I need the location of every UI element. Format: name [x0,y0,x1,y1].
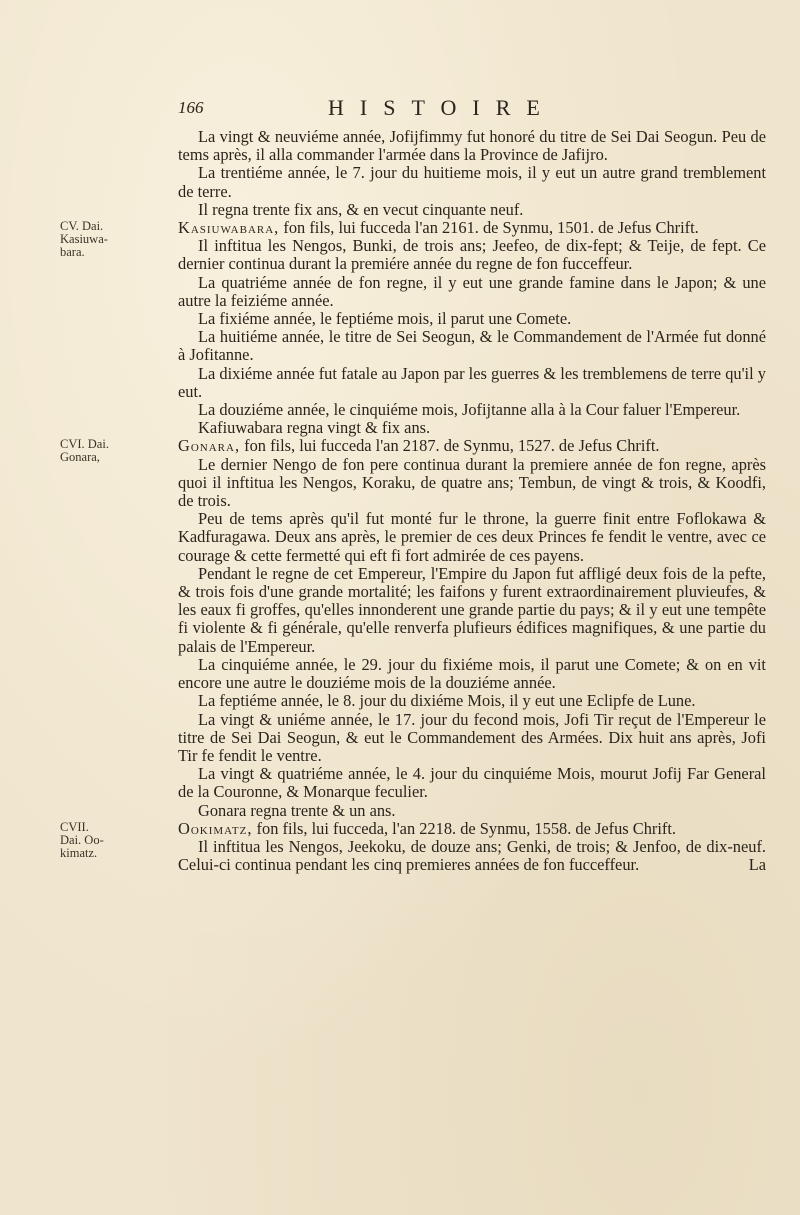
paragraph: La vingt & neuviéme année, Jofijfimmy fut honoré du titre de Sei Dai Seogun. Peu de tems après, il alla commander l'armée dans la Province de Jafijro. [178,127,766,165]
catchword: La [748,855,766,875]
page-number: 166 [178,98,204,117]
paragraph: La fixiéme année, le feptiéme mois, il parut une Comete. [198,309,572,329]
page-header [178,95,778,122]
margin-note-line: kimatz. [60,846,98,860]
running-title: HISTOIRE [328,95,556,120]
reign-text: fon fils, lui fucceda, l'an 2218. de Synmu, 1558. de Jefus Chrift. [252,818,677,838]
paragraph: Le dernier Nengo de fon pere continua durant la premiere année de fon regne, après quoi il inftitua les Nengos, Koraku, de quatre ans; Tembun, de vingt & trois, & Koodfi, de trois. [178,454,766,511]
paragraph: Pendant le regne de cet Empereur, l'Empire du Japon fut affligé deux fois de la pefte, & trois fois d'une grande mortalité; les faifons y furent extraordinairement pluvieufes, & les eaux fi groffes, qu'elles innonderent une grande partie du pays; & il y eut une tempête fi violente & fi générale, qu'elle renverfa plufieurs édifices magnifiques, & une partie du palais de l'Empereur. [178,563,766,656]
paragraph: La cinquiéme année, le 29. jour du fixiéme mois, il parut une Comete; & on en vit encore une autre le douziéme mois de la douziéme année. [178,654,766,693]
main-text [178,128,766,874]
reign-paragraph [178,820,766,838]
reign-paragraph [178,219,766,237]
paragraph: La vingt & quatriéme année, le 4. jour du cinquiéme Mois, mourut Jofij Far General de la Couronne, & Monarque feculier. [178,764,766,802]
margin-note-line: CV. Dai. [60,219,104,233]
paragraph: La trentiéme année, le 7. jour du huitieme mois, il y eut un autre grand tremblement de terre. [178,163,766,201]
paragraph [178,838,766,874]
paragraph: Il inftitua les Nengos, Bunki, de trois ans; Jeefeo, de dix-fept; & Teije, de fept. Ce dernier continua durant la premiére année du regne de fon fucceffeur. [178,236,766,274]
margin-note-line: CVI. Dai. [60,437,109,451]
paragraph: La dixiéme année fut fatale au Japon par les guerres & les tremblemens de terre qu'il y eut. [178,363,766,401]
paragraph: La quatriéme année de fon regne, il y eut une grande famine dans le Japon; & une autre la feiziéme année. [178,272,766,310]
paragraph: Il regna trente fix ans, & en vecut cinquante neuf. [198,199,524,219]
paragraph: La huitiéme année, le titre de Sei Seogun, & le Commandement de l'Armée fut donné à Jofitanne. [178,327,766,365]
margin-note-cvi [60,438,170,464]
reign-text: fon fils, lui fucceda l'an 2187. de Synmu, 1527. de Jefus Chrift. [240,436,660,456]
paragraph: Kafiuwabara regna vingt & fix ans. [198,418,431,438]
margin-note-line: Dai. Oo- [60,833,104,847]
paragraph-text: Il inftitua les Nengos, Jeekoku, de douze ans; Genki, de trois; & Jenfoo, de dix-neuf. Celui-ci continua pendant les cinq premieres années de fon fucceffeur. [178,836,766,875]
paragraph: La feptiéme année, le 8. jour du dixiéme Mois, il y eut une Eclipfe de Lune. [198,691,696,711]
emperor-name: Kasiuwabara, [178,218,280,238]
margin-note-cvii [60,821,170,860]
margin-note-cv [60,220,170,259]
margin-note-line: bara. [60,245,85,259]
reign-text: fon fils, lui fucceda l'an 2161. de Synmu, 1501. de Jefus Chrift. [279,218,699,238]
emperor-name: Gonara, [178,436,241,456]
margin-note-line: Kasiuwa- [60,232,108,246]
paragraph: Gonara regna trente & un ans. [198,800,396,820]
margin-note-line: CVII. [60,820,89,834]
emperor-name: Ookimatz, [178,818,253,838]
margin-note-line: Gonara, [60,450,100,464]
paragraph: La douziéme année, le cinquiéme mois, Jofijtanne alla à la Cour faluer l'Empereur. [198,400,741,420]
reign-paragraph [178,437,766,455]
paragraph: La vingt & uniéme année, le 17. jour du fecond mois, Jofi Tir reçut de l'Empereur le titre de Sei Dai Seogun, & eut le Commandement des Armées. Dix huit ans après, Jofi Tir fe fendit le ventre. [178,709,766,765]
paragraph: Peu de tems après qu'il fut monté fur le throne, la guerre finit entre Foflokawa & Kadfuragawa. Deux ans après, le premier de ces deux Princes fe fendit le ventre, avec ce courage & cette fermetté qui eft fi fort admirée de ces payens. [178,509,766,565]
